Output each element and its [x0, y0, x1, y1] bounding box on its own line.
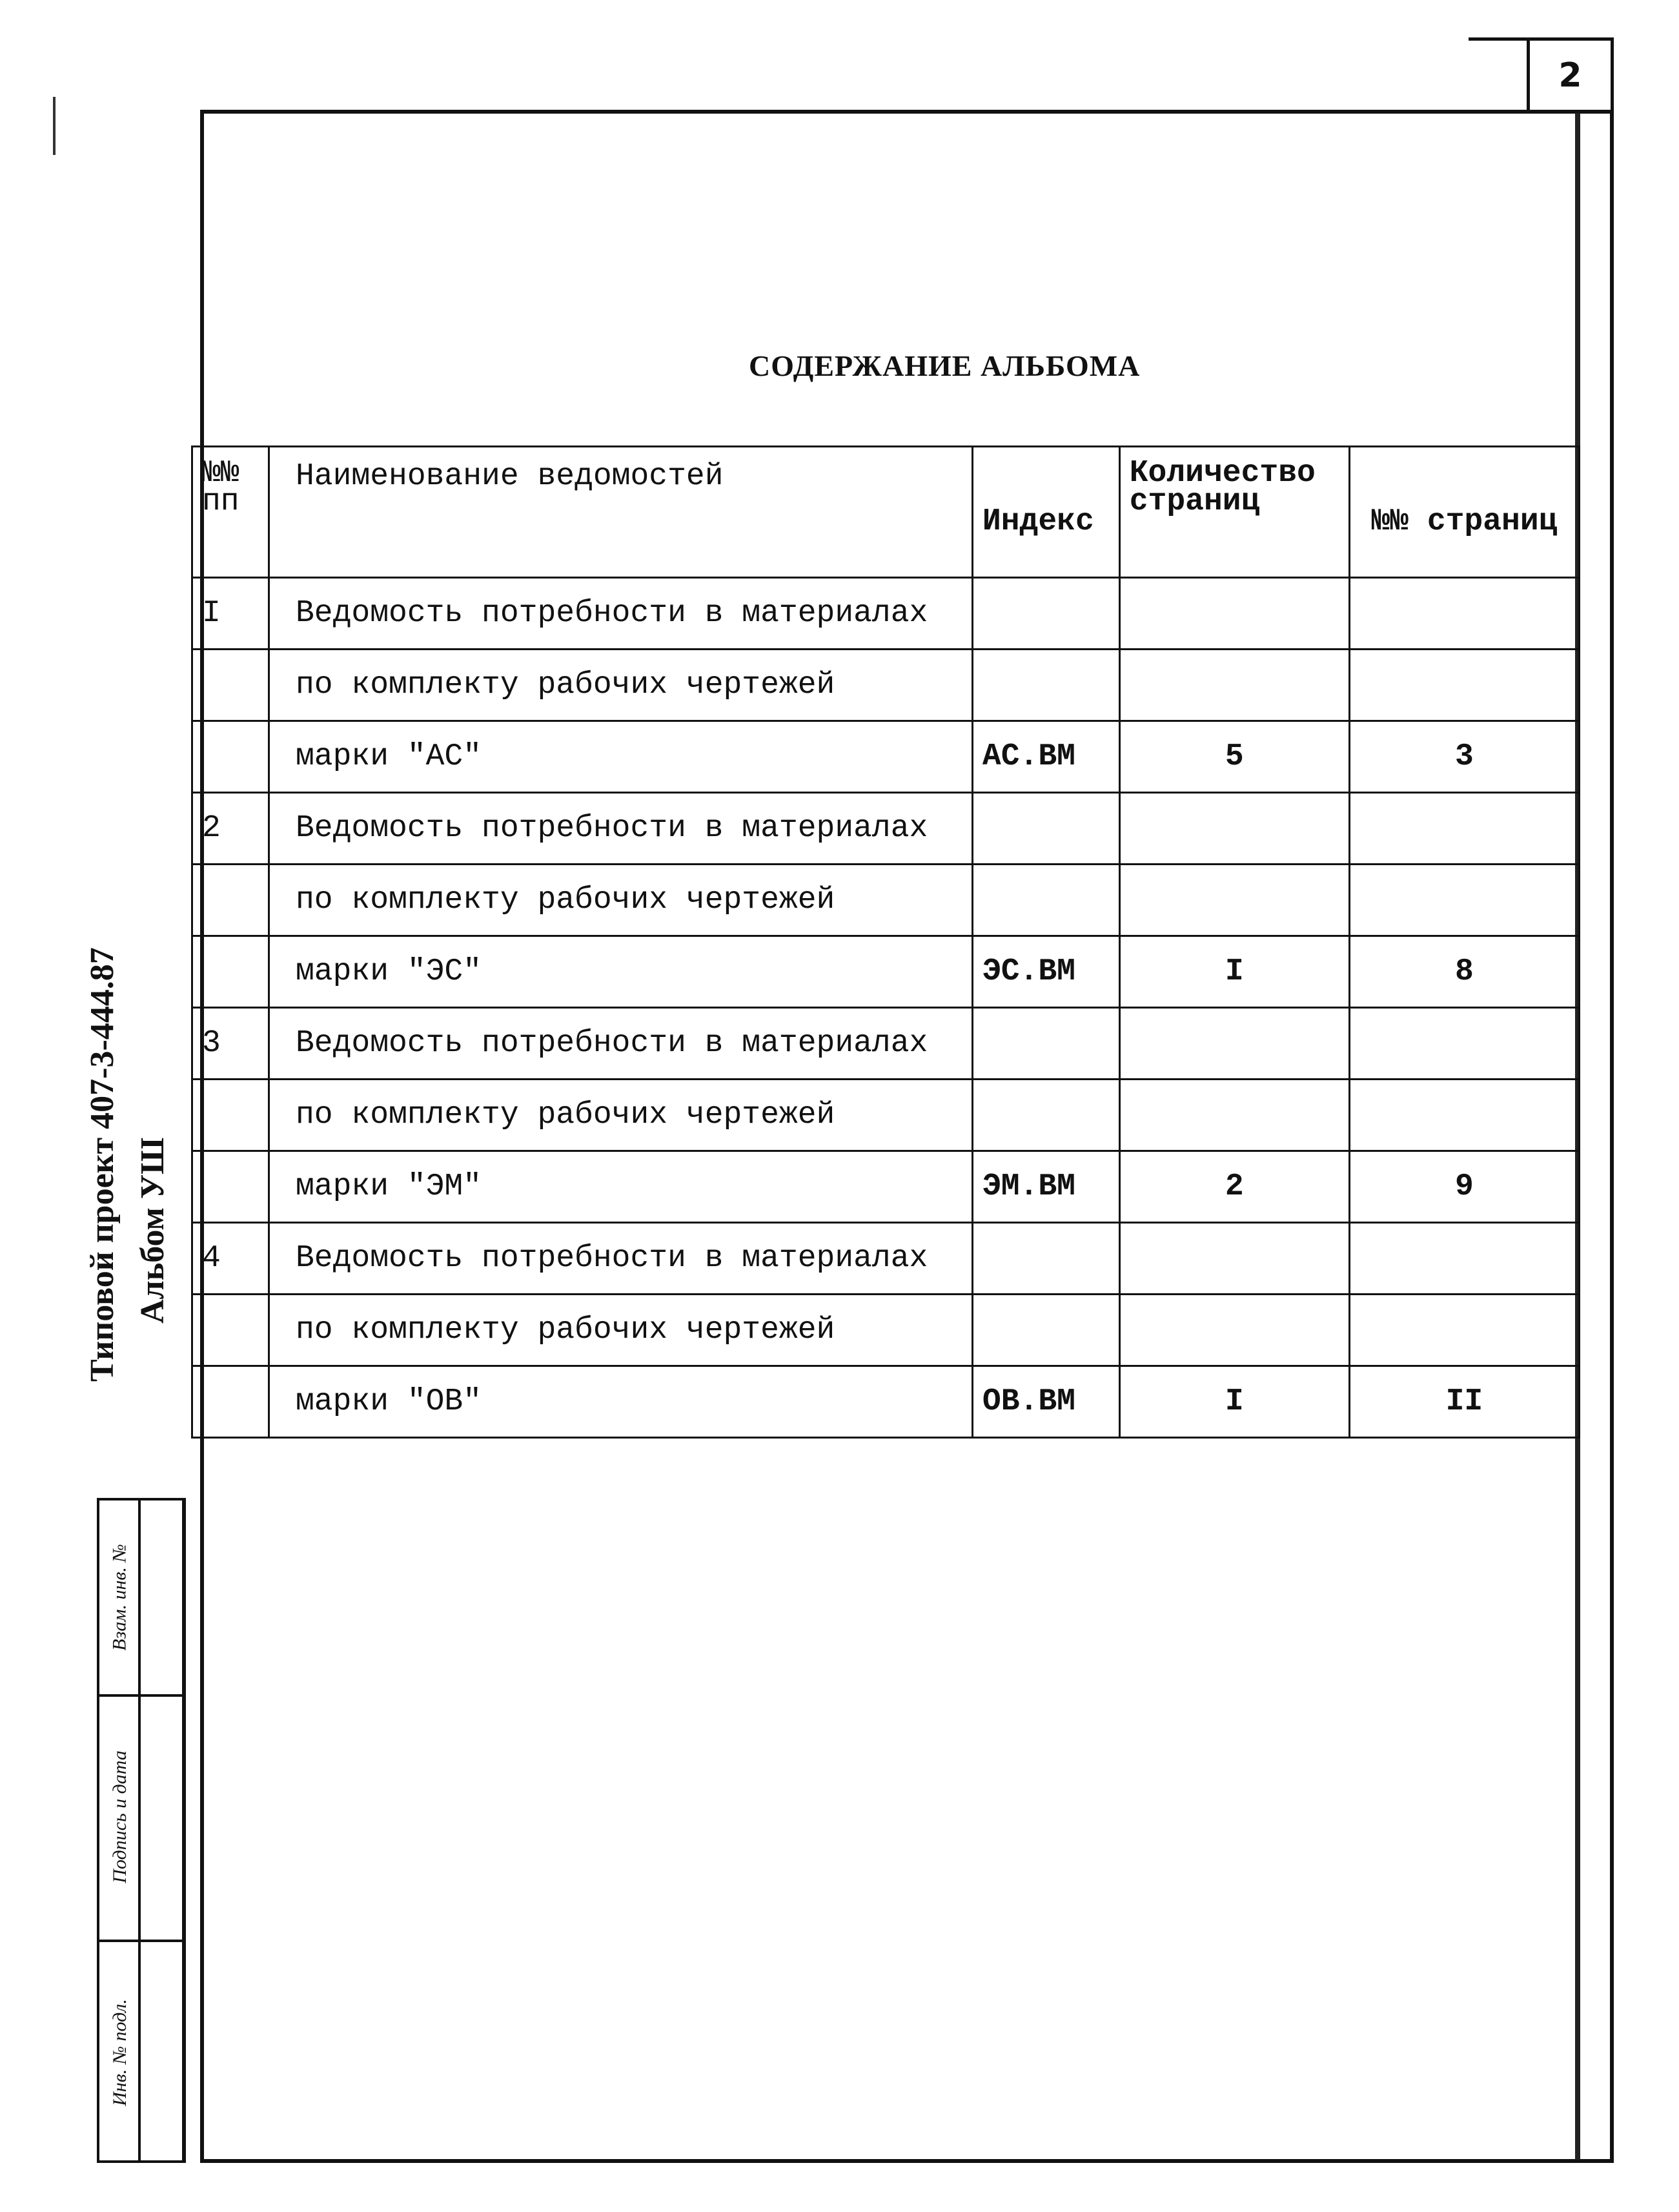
row-index	[972, 578, 1119, 650]
row-pages	[1349, 650, 1579, 721]
header-pages: №№ страниц	[1349, 447, 1579, 578]
header-index: Индекс	[972, 447, 1119, 578]
row-name: по комплекту рабочих чертежей	[269, 1295, 972, 1366]
table-row	[192, 1366, 1580, 1438]
row-index: ЭС.ВМ	[972, 936, 1119, 1008]
contents-table	[191, 445, 1580, 1439]
row-pages	[1349, 865, 1579, 936]
row-number	[192, 1080, 269, 1151]
row-count	[1119, 865, 1349, 936]
table-row	[192, 936, 1580, 1008]
row-index	[972, 1223, 1119, 1295]
row-count: 5	[1119, 721, 1349, 793]
row-number	[192, 865, 269, 936]
table-row	[192, 1151, 1580, 1223]
header-count: Количество страниц	[1119, 447, 1349, 578]
row-pages: 3	[1349, 721, 1579, 793]
row-name: Ведомость потребности в материалах	[269, 793, 972, 865]
row-name: марки "ЭМ"	[269, 1151, 972, 1223]
row-number: 2	[192, 793, 269, 865]
page-title: СОДЕРЖАНИЕ АЛЬБОМА	[749, 349, 1141, 382]
table-row	[192, 1295, 1580, 1366]
page-number: 2	[1527, 37, 1614, 110]
row-number	[192, 1151, 269, 1223]
row-count: I	[1119, 1366, 1349, 1438]
row-count	[1119, 650, 1349, 721]
margin-mark	[53, 97, 56, 155]
row-index: ОВ.ВМ	[972, 1366, 1119, 1438]
side-caption-project: Типовой проект 407-3-444.87	[84, 947, 121, 1382]
table-row	[192, 1223, 1580, 1295]
row-name: марки "ЭС"	[269, 936, 972, 1008]
approval-stamp	[97, 1498, 185, 2163]
row-pages	[1349, 1080, 1579, 1151]
row-pages	[1349, 1223, 1579, 1295]
row-index	[972, 793, 1119, 865]
row-number	[192, 650, 269, 721]
row-number	[192, 1366, 269, 1438]
row-count	[1119, 1223, 1349, 1295]
row-number: 3	[192, 1008, 269, 1080]
row-name: по комплекту рабочих чертежей	[269, 650, 972, 721]
row-pages	[1349, 578, 1579, 650]
row-pages: II	[1349, 1366, 1579, 1438]
row-pages: 8	[1349, 936, 1579, 1008]
row-name: марки "АС"	[269, 721, 972, 793]
row-index	[972, 865, 1119, 936]
stamp-label-replacement: Взам. инв. №	[109, 1544, 130, 1651]
row-pages	[1349, 1008, 1579, 1080]
row-pages: 9	[1349, 1151, 1579, 1223]
row-name: марки "ОВ"	[269, 1366, 972, 1438]
row-number	[192, 721, 269, 793]
table-row	[192, 578, 1580, 650]
row-name: Ведомость потребности в материалах	[269, 1008, 972, 1080]
row-count	[1119, 1080, 1349, 1151]
table-row	[192, 793, 1580, 865]
row-number	[192, 936, 269, 1008]
row-index	[972, 1295, 1119, 1366]
table-row	[192, 721, 1580, 793]
stamp-label-inventory: Инв. № подл.	[109, 1999, 130, 2106]
header-name: Наименование ведомостей	[269, 447, 972, 578]
row-index	[972, 1080, 1119, 1151]
row-count	[1119, 1295, 1349, 1366]
row-name: Ведомость потребности в материалах	[269, 1223, 972, 1295]
table-header-row	[192, 447, 1580, 578]
row-number: I	[192, 578, 269, 650]
table-row	[192, 1080, 1580, 1151]
row-count	[1119, 1008, 1349, 1080]
stamp-divider	[138, 1500, 141, 2160]
row-index	[972, 650, 1119, 721]
header-number: №№ пп	[192, 447, 269, 578]
row-name: по комплекту рабочих чертежей	[269, 1080, 972, 1151]
row-number: 4	[192, 1223, 269, 1295]
row-pages	[1349, 793, 1579, 865]
row-count: I	[1119, 936, 1349, 1008]
row-index	[972, 1008, 1119, 1080]
row-index: ЭМ.ВМ	[972, 1151, 1119, 1223]
row-number	[192, 1295, 269, 1366]
row-name: по комплекту рабочих чертежей	[269, 865, 972, 936]
row-index: АС.ВМ	[972, 721, 1119, 793]
table-row	[192, 650, 1580, 721]
side-caption-album: Альбом УШ	[134, 1137, 171, 1324]
row-name: Ведомость потребности в материалах	[269, 578, 972, 650]
row-count	[1119, 578, 1349, 650]
table-row	[192, 1008, 1580, 1080]
stamp-label-signature: Подпись и дата	[109, 1750, 130, 1883]
table-row	[192, 865, 1580, 936]
row-count: 2	[1119, 1151, 1349, 1223]
row-pages	[1349, 1295, 1579, 1366]
row-count	[1119, 793, 1349, 865]
